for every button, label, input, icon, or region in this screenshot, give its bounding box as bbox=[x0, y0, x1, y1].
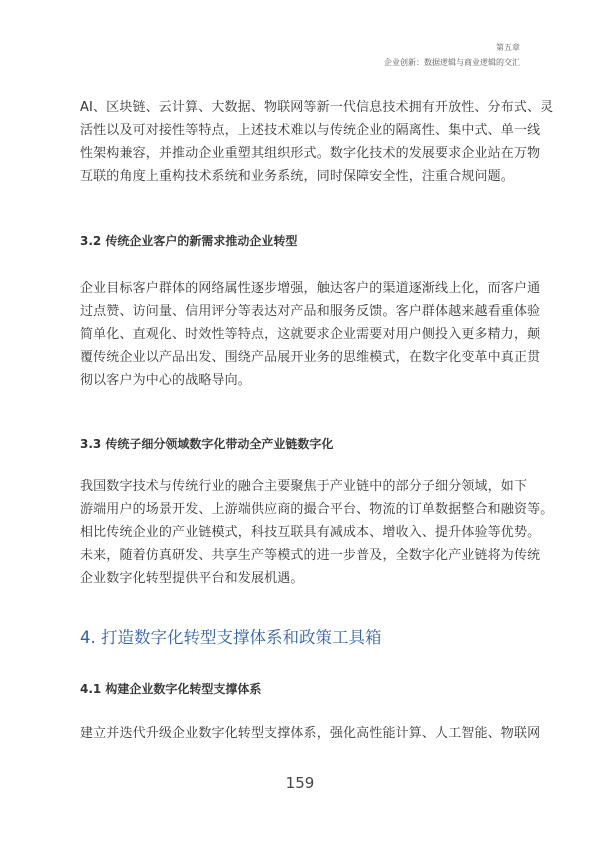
running-header bbox=[384, 42, 520, 69]
paragraph-customer-needs bbox=[80, 277, 541, 392]
paragraph-line: 活性以及可对接性等特点，上述技术难以与传统企业的隔离性、集中式、单一线 bbox=[80, 123, 541, 138]
paragraph-industry-chain bbox=[80, 475, 554, 590]
paragraph-line: 未来，随着仿真研发、共享生产等模式的进一步普及，全数字化产业链将为传统 bbox=[80, 548, 541, 563]
section-heading-4-1: 4.1 构建企业数字化转型支撑体系 bbox=[80, 682, 262, 696]
paragraph-line: AI、区块链、云计算、大数据、物联网等新一代信息技术拥有开放性、分布式、灵 bbox=[80, 100, 554, 115]
paragraph-line: 相比传统企业的产业链模式，科技互联具有减成本、增收入、提升体验等优势。 bbox=[80, 525, 541, 540]
paragraph-line: 建立并迭代升级企业数字化转型支撑体系，强化高性能计算、人工智能、物联网 bbox=[80, 726, 541, 741]
paragraph-line: 彻以客户为中心的战略导向。 bbox=[80, 373, 251, 388]
paragraph-line: 互联的角度上重构技术系统和业务系统，同时保障安全性，注重合规问题。 bbox=[80, 169, 514, 184]
paragraph-support-system bbox=[80, 722, 541, 745]
paragraph-line: 我国数字技术与传统行业的融合主要聚焦于产业链中的部分子细分领域，如下 bbox=[80, 479, 528, 494]
paragraph-ai-technologies bbox=[80, 96, 554, 188]
paragraph-line: 性架构兼容，并推动企业重塑其组织形式。数字化技术的发展要求企业站在万物 bbox=[80, 146, 541, 161]
paragraph-line: 游端用户的场景开发、上游端供应商的撮合平台、物流的订单数据整合和融资等。 bbox=[80, 502, 554, 517]
page-number: 159 bbox=[285, 774, 315, 792]
paragraph-line: 简单化、直观化、时效性等特点，这就要求企业需要对用户侧投入更多精力，颠 bbox=[80, 327, 541, 342]
chapter-label: 第五章 bbox=[496, 43, 520, 52]
chapter-subtitle: 企业创新：数据逻辑与商业逻辑的交汇 bbox=[384, 58, 520, 67]
section-heading-3-2: 3.2 传统企业客户的新需求推动企业转型 bbox=[80, 234, 298, 248]
paragraph-line: 覆传统企业以产品出发、围绕产品展开业务的思维模式，在数字化变革中真正贯 bbox=[80, 350, 541, 365]
paragraph-line: 过点赞、访问量、信用评分等表达对产品和服务反馈。客户群体越来越看重体验 bbox=[80, 304, 541, 319]
paragraph-line: 企业目标客户群体的网络属性逐步增强，触达客户的渠道逐渐线上化，而客户通 bbox=[80, 281, 541, 296]
paragraph-line: 企业数字化转型提供平台和发展机遇。 bbox=[80, 571, 304, 586]
section-heading-3-3: 3.3 传统子细分领域数字化带动全产业链数字化 bbox=[80, 437, 334, 451]
section-heading-4: 4. 打造数字化转型支撑体系和政策工具箱 bbox=[80, 628, 382, 647]
